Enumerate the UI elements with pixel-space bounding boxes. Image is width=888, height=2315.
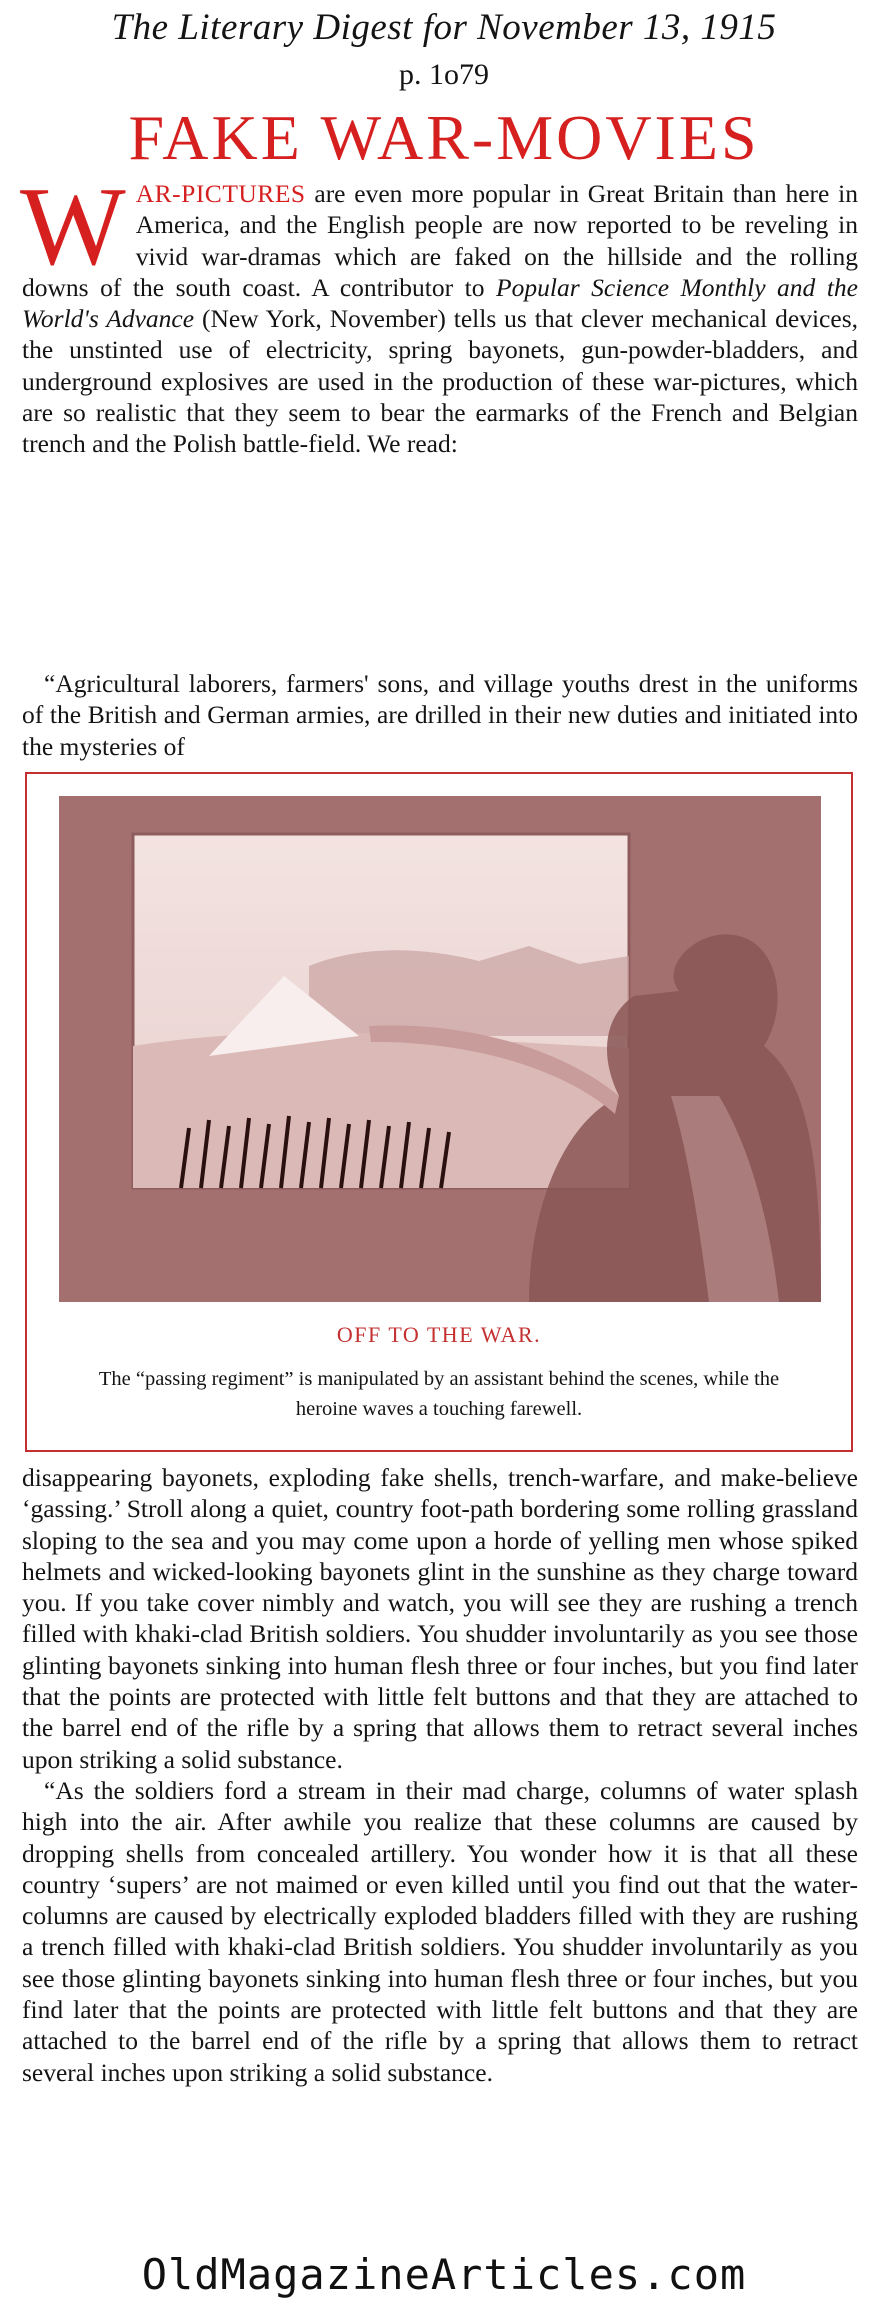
figure-caption-text: The “passing regiment” is manipulated by an assistant behind the scenes, while the heroine waves a touching farewell.	[98, 1368, 780, 1420]
publication-name: Popular Science Monthly and the World's Advance	[22, 272, 858, 334]
quote-paragraph-start	[22, 668, 858, 762]
site-watermark: OldMagazineArticles.com	[141, 2250, 747, 2299]
film-still-illustration	[59, 796, 821, 1302]
article-headline: FAKE WAR-MOVIES	[128, 102, 760, 173]
page-number: p. 1o79	[399, 58, 489, 91]
intro-text-2: (New York, November) tells us that clever mechanical devices, the unstinted use of electricity, spring bayonets, gun-powder-bladders, and underground explosives are used in the production of these war-pictures, which are so realistic that they seem to bear the earmarks of the French and Belgian trench and the Polish battle-field. We read:	[22, 304, 858, 459]
film-still-photo	[59, 796, 821, 1302]
drop-cap: W	[20, 165, 126, 289]
quote-2: “As the soldiers ford a stream in their mad charge, columns of water splash high into the air. After awhile you realize that these columns are caused by dropping shells from concealed artillery. You wonder how it is that all these country ‘supers’ are not maimed or even killed until you find out that the water-columns are caused by electrically exploded bladders filled with they are rushing a trench filled with khaki-clad British soldiers. You shudder involuntarily as you see those glinting bayonets sinking into human flesh three or four inches, but you find later that the points are protected with little felt buttons and that they are attached to the barrel end of the rifle by a spring that allows them to retract several inches upon striking a solid substance.	[22, 1775, 858, 2087]
quote-1-continued: disappearing bayonets, exploding fake shells, trench-warfare, and make-believe ‘gassing.’ Stroll along a quiet, country foot-path bordering some rolling grassland sloping to the sea and you may come upon a horde of yelling men whose spiked helmets and wicked-looking bayonets glint in the sunshine as they charge toward you. If you take cover nimbly and watch, you will see they are rushing a trench filled with khaki-clad British soldiers. You shudder involuntarily as you see those glinting bayonets sinking into human flesh three or four inches, but you find later that the points are protected with little felt buttons and that they are attached to the barrel end of the rifle by a spring that allows them to retract several inches upon striking a solid substance.	[22, 1463, 858, 1774]
figure-caption-title: OFF TO THE WAR.	[336, 1322, 542, 1347]
intro-text-1: are even more popular in Great Britain than here in America, and the English people are now reported to be reveling in vivid war-dramas which are faked on the hillside and the rolling downs of the south coast. A contributor to	[22, 179, 858, 302]
figure-box	[25, 772, 853, 1452]
intro-lead-words: AR-PICTURES	[135, 179, 306, 208]
quote-1-start: “Agricultural laborers, farmers' sons, and village youths drest in the uniforms of the British and German armies, are drilled in their new duties and initiated into the mysteries of	[22, 669, 858, 761]
article-continued	[22, 1462, 858, 2088]
magazine-header: The Literary Digest for November 13, 1915	[111, 7, 777, 48]
article-intro	[20, 165, 858, 460]
